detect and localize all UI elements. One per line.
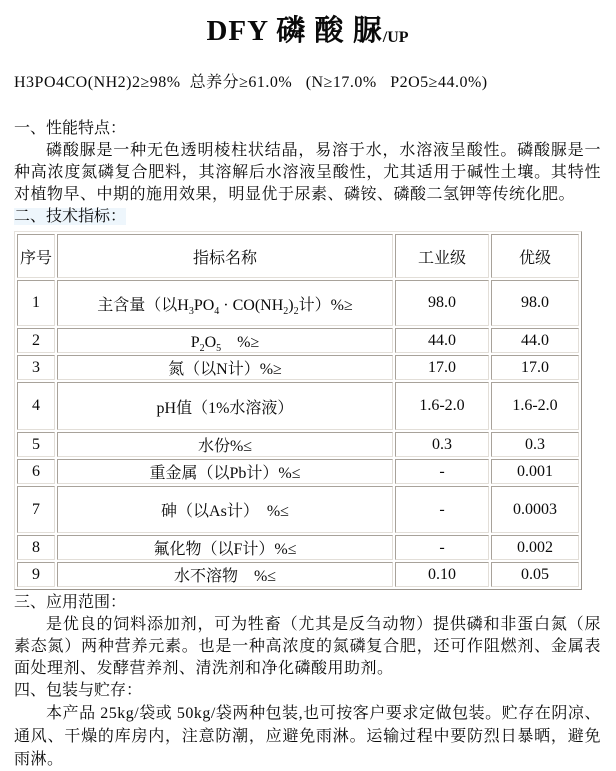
table-row: [17, 328, 579, 353]
formula-line: H3PO4CO(NH2)2≥98% 总养分≥61.0% (N≥17.0% P2O5≥44.0%): [14, 74, 488, 91]
indicator-name-cell: 重金属（以Pb计）%≤: [57, 459, 393, 484]
row-index-cell: 9: [17, 562, 55, 587]
row-index-cell: 8: [17, 535, 55, 560]
table-row: [17, 486, 579, 533]
industrial-grade-cell: -: [395, 535, 489, 560]
table-row: [17, 280, 579, 326]
table-row: [17, 355, 579, 380]
table-row: [17, 535, 579, 560]
header-cell-3: 优级: [491, 234, 579, 278]
table-row: [17, 432, 579, 457]
row-index-cell: 5: [17, 432, 55, 457]
section-heading-packaging: 四、包装与贮存：: [14, 682, 143, 699]
section-heading-specs-text: 二、技术指标：: [14, 208, 127, 225]
industrial-grade-cell: -: [395, 459, 489, 484]
section-heading-applications: 三、应用范围：: [14, 594, 127, 611]
row-index-cell: 7: [17, 486, 55, 533]
table-row: [17, 562, 579, 587]
section-heading-specs: [14, 206, 601, 228]
premium-grade-cell: 0.002: [491, 535, 579, 560]
header-cell-2: 工业级: [395, 234, 489, 278]
indicator-name-cell: 水份%≤: [57, 432, 393, 457]
indicator-name-cell: 砷（以As计） %≤: [57, 486, 393, 533]
premium-grade-cell: 0.001: [491, 459, 579, 484]
row-index-cell: 4: [17, 382, 55, 430]
page-title-main: DFY 磷 酸 脲: [206, 15, 383, 47]
row-index-cell: 6: [17, 459, 55, 484]
table-header-row: [17, 234, 579, 278]
indicator-name-cell: 氟化物（以F计）%≤: [57, 535, 393, 560]
page-title-suffix: /UP: [382, 29, 409, 46]
industrial-grade-cell: 1.6-2.0: [395, 382, 489, 430]
header-cell-0: 序号: [17, 234, 55, 278]
indicator-name-cell: $P_2O_5$ %≥: [57, 328, 393, 353]
premium-grade-cell: 44.0: [491, 328, 579, 353]
row-index-cell: 2: [17, 328, 55, 353]
section-heading-properties: 一、性能特点：: [14, 120, 127, 137]
section-body-packaging: 本产品 25kg/袋或 50kg/袋两种包装,也可按客户要求定做包装。贮存在阴凉、通风、干燥的库房内，注意防潮，应避免雨淋。运输过程中要防烈日暴晒，避免雨淋。: [14, 705, 601, 768]
indicator-name-cell: 氮（以N计）%≥: [57, 355, 393, 380]
industrial-grade-cell: 17.0: [395, 355, 489, 380]
premium-grade-cell: 0.3: [491, 432, 579, 457]
row-index-cell: 1: [17, 280, 55, 326]
industrial-grade-cell: 0.3: [395, 432, 489, 457]
premium-grade-cell: 17.0: [491, 355, 579, 380]
indicator-name-cell: 主含量（以$H_3PO_4 \cdot CO(NH_2)_2$计）%≥: [57, 280, 393, 326]
header-cell-1: 指标名称: [57, 234, 393, 278]
indicator-name-cell: 水不溶物 %≤: [57, 562, 393, 587]
row-index-cell: 3: [17, 355, 55, 380]
industrial-grade-cell: 98.0: [395, 280, 489, 326]
page-title: [14, 8, 601, 49]
industrial-grade-cell: 44.0: [395, 328, 489, 353]
premium-grade-cell: 1.6-2.0: [491, 382, 579, 430]
section-body-applications: 是优良的饲料添加剂，可为牲畜（尤其是反刍动物）提供磷和非蛋白氮（尿素态氮）两种营养元素。也是一种高浓度的氮磷复合肥，还可作阻燃剂、金属表面处理剂、发酵营养剂、清洗剂和净化磷酸用助剂。: [14, 616, 601, 677]
table-row: [17, 459, 579, 484]
industrial-grade-cell: -: [395, 486, 489, 533]
indicator-name-cell: pH值（1%水溶液）: [57, 382, 393, 430]
spec-table: [14, 231, 582, 590]
section-body-properties: 磷酸脲是一种无色透明棱柱状结晶，易溶于水，水溶液呈酸性。磷酸脲是一种高浓度氮磷复合肥料，其溶解后水溶液呈酸性，尤其适用于碱性土壤。其特性对植物早、中期的施用效果，明显优于尿素、磷铵、磷酸二氢钾等传统化肥。: [14, 142, 601, 203]
table-row: [17, 382, 579, 430]
premium-grade-cell: 98.0: [491, 280, 579, 326]
industrial-grade-cell: 0.10: [395, 562, 489, 587]
premium-grade-cell: 0.0003: [491, 486, 579, 533]
premium-grade-cell: 0.05: [491, 562, 579, 587]
table-body: [17, 280, 579, 587]
